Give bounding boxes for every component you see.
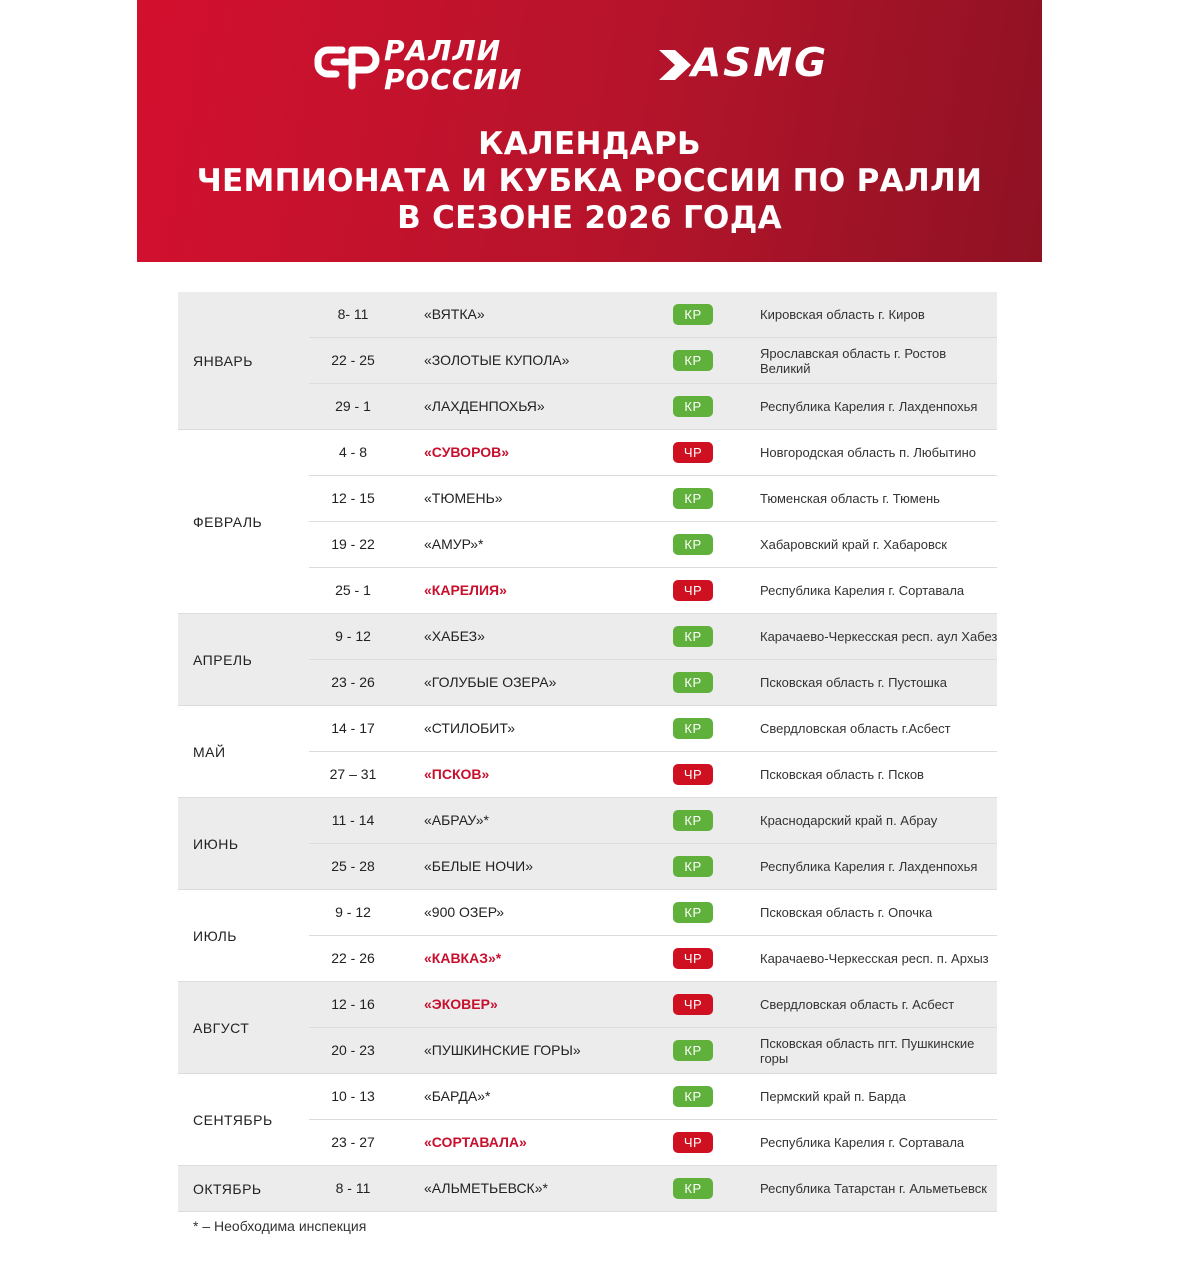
event-location: Ярославская область г. Ростов Великий: [760, 345, 947, 376]
month-group: [178, 614, 997, 706]
logo-line-2: РОССИИ: [384, 63, 523, 96]
event-dates: 20 - 23: [331, 1042, 375, 1058]
event-type-badge: ЧР: [673, 994, 713, 1015]
month-label: ИЮНЬ: [193, 835, 239, 852]
event-name: «ЭКОВЕР»: [424, 996, 498, 1012]
event-name: «КАВКАЗ»*: [424, 950, 502, 966]
event-dates: 12 - 15: [331, 490, 375, 506]
event-type-badge: КР: [673, 304, 713, 325]
event-location: Псковская область г. Опочка: [760, 905, 933, 920]
event-row: [309, 1074, 997, 1120]
event-type-badge: КР: [673, 1040, 713, 1061]
event-row: [309, 1028, 997, 1073]
month-label: МАЙ: [193, 743, 226, 760]
event-location: Карачаево-Черкесская респ. аул Хабез: [760, 629, 998, 644]
title-line-1: КАЛЕНДАРЬ: [478, 126, 701, 162]
month-group: [178, 292, 997, 430]
event-location: Псковская область г. Псков: [760, 767, 924, 782]
month-label: АВГУСТ: [193, 1019, 250, 1036]
event-name: «КАРЕЛИЯ»: [424, 582, 507, 598]
event-dates: 10 - 13: [331, 1088, 375, 1104]
event-row: [309, 1120, 997, 1165]
event-name: «СОРТАВАЛА»: [424, 1134, 527, 1150]
event-location: Краснодарский край п. Абрау: [760, 813, 938, 828]
month-group: [178, 1166, 997, 1212]
event-location: Республика Карелия г. Лахденпохья: [760, 859, 978, 874]
event-dates: 12 - 16: [331, 996, 375, 1012]
event-type-badge: КР: [673, 350, 713, 371]
event-row: [309, 614, 997, 660]
footnote: * – Необходима инспекция: [193, 1218, 367, 1234]
event-location: Кировская область г. Киров: [760, 307, 925, 322]
event-dates: 11 - 14: [331, 812, 375, 828]
event-name: «АЛЬМЕТЬЕВСК»*: [424, 1180, 548, 1196]
event-dates: 29 - 1: [335, 398, 371, 414]
event-type-badge: КР: [673, 396, 713, 417]
event-row: [309, 660, 997, 705]
event-type-badge: КР: [673, 856, 713, 877]
header-banner: [137, 0, 1042, 262]
month-group: [178, 1074, 997, 1166]
event-dates: 19 - 22: [331, 536, 375, 552]
month-label: ФЕВРАЛЬ: [193, 513, 263, 530]
month-label: АПРЕЛЬ: [193, 651, 253, 668]
title-line-3: В СЕЗОНЕ 2026 ГОДА: [397, 200, 782, 236]
rally-russia-mark-icon: [312, 42, 382, 92]
event-name: «ВЯТКА»: [424, 306, 485, 322]
event-dates: 23 - 26: [331, 674, 375, 690]
event-name: «ХАБЕЗ»: [424, 628, 485, 644]
event-row: [309, 292, 997, 338]
calendar-table: [178, 292, 997, 1212]
event-name: «АМУР»*: [424, 536, 484, 552]
event-dates: 4 - 8: [338, 444, 367, 460]
event-type-badge: ЧР: [673, 442, 713, 463]
event-dates: 23 - 27: [331, 1134, 375, 1150]
event-row: [309, 476, 997, 522]
month-label: ОКТЯБРЬ: [193, 1180, 262, 1197]
event-location: Пермский край п. Барда: [760, 1089, 906, 1104]
event-row: [309, 798, 997, 844]
event-location: Свердловская область г.Асбест: [760, 721, 951, 736]
month-group: [178, 706, 997, 798]
event-location: Тюменская область г. Тюмень: [760, 491, 940, 506]
event-row: [309, 430, 997, 476]
event-type-badge: КР: [673, 672, 713, 693]
event-type-badge: ЧР: [673, 580, 713, 601]
event-location: Республика Карелия г. Лахденпохья: [760, 399, 978, 414]
event-name: «ЗОЛОТЫЕ КУПОЛА»: [424, 352, 570, 368]
event-row: [309, 844, 997, 889]
month-group: [178, 798, 997, 890]
month-label: ЯНВАРЬ: [193, 352, 253, 369]
event-dates: 14 - 17: [331, 720, 375, 736]
event-type-badge: КР: [673, 810, 713, 831]
event-type-badge: КР: [673, 718, 713, 739]
event-row: [309, 982, 997, 1028]
event-dates: 25 - 28: [331, 858, 375, 874]
event-row: [309, 752, 997, 797]
event-location: Хабаровский край г. Хабаровск: [760, 537, 947, 552]
event-location: Свердловская область г. Асбест: [760, 997, 955, 1012]
event-row: [309, 1166, 997, 1211]
event-type-badge: КР: [673, 902, 713, 923]
event-location: Республика Карелия г. Сортавала: [760, 583, 965, 598]
event-name: «ПУШКИНСКИЕ ГОРЫ»: [424, 1042, 581, 1058]
event-name: «900 ОЗЕР»: [424, 904, 505, 920]
event-row: [309, 384, 997, 429]
event-name: «АБРАУ»*: [424, 812, 489, 828]
event-location: Новгородская область п. Любытино: [760, 445, 977, 460]
event-row: [309, 568, 997, 613]
event-dates: 8 - 11: [335, 1180, 371, 1196]
event-dates: 25 - 1: [335, 582, 371, 598]
event-name: «ТЮМЕНЬ»: [424, 490, 503, 506]
event-type-badge: ЧР: [673, 1132, 713, 1153]
event-location: Республика Татарстан г. Альметьевск: [760, 1181, 987, 1196]
event-name: «ЛАХДЕНПОХЬЯ»: [424, 398, 545, 414]
event-type-badge: КР: [673, 534, 713, 555]
event-dates: 8- 11: [337, 306, 369, 322]
event-row: [309, 890, 997, 936]
month-label: СЕНТЯБРЬ: [193, 1111, 273, 1128]
event-location: Карачаево-Черкесская респ. п. Архыз: [760, 951, 989, 966]
event-dates: 9 - 12: [335, 628, 371, 644]
month-group: [178, 890, 997, 982]
event-dates: 9 - 12: [335, 904, 371, 920]
page-title: [137, 126, 1042, 237]
event-location: Республика Карелия г. Сортавала: [760, 1135, 965, 1150]
event-name: «СУВОРОВ»: [424, 444, 510, 460]
event-name: «ГОЛУБЫЕ ОЗЕРА»: [424, 674, 557, 690]
month-group: [178, 982, 997, 1074]
event-row: [309, 338, 997, 384]
asmg-wordmark: ASMG: [691, 41, 829, 86]
event-type-badge: КР: [673, 1178, 713, 1199]
event-name: «БАРДА»*: [424, 1088, 491, 1104]
month-label: ИЮЛЬ: [193, 927, 237, 944]
rally-russia-logo: [312, 36, 552, 98]
logo-line-1: РАЛЛИ: [384, 34, 502, 67]
event-dates: 22 - 26: [331, 950, 375, 966]
event-row: [309, 936, 997, 981]
event-dates: 27 – 31: [329, 766, 377, 782]
event-dates: 22 - 25: [331, 352, 375, 368]
event-location: Псковская область г. Пустошка: [760, 675, 948, 690]
event-name: «БЕЛЫЕ НОЧИ»: [424, 858, 533, 874]
event-type-badge: КР: [673, 488, 713, 509]
event-type-badge: ЧР: [673, 948, 713, 969]
event-type-badge: ЧР: [673, 764, 713, 785]
asmg-logo: [655, 41, 870, 86]
event-name: «СТИЛОБИТ»: [424, 720, 516, 736]
event-name: «ПСКОВ»: [424, 766, 490, 782]
month-group: [178, 430, 997, 614]
event-type-badge: КР: [673, 626, 713, 647]
title-line-2: ЧЕМПИОНАТА И КУБКА РОССИИ ПО РАЛЛИ: [196, 163, 983, 199]
event-location: Псковская область пгт. Пушкинские горы: [760, 1035, 975, 1066]
event-row: [309, 522, 997, 568]
rally-russia-wordmark: [384, 36, 522, 94]
event-row: [309, 706, 997, 752]
event-type-badge: КР: [673, 1086, 713, 1107]
